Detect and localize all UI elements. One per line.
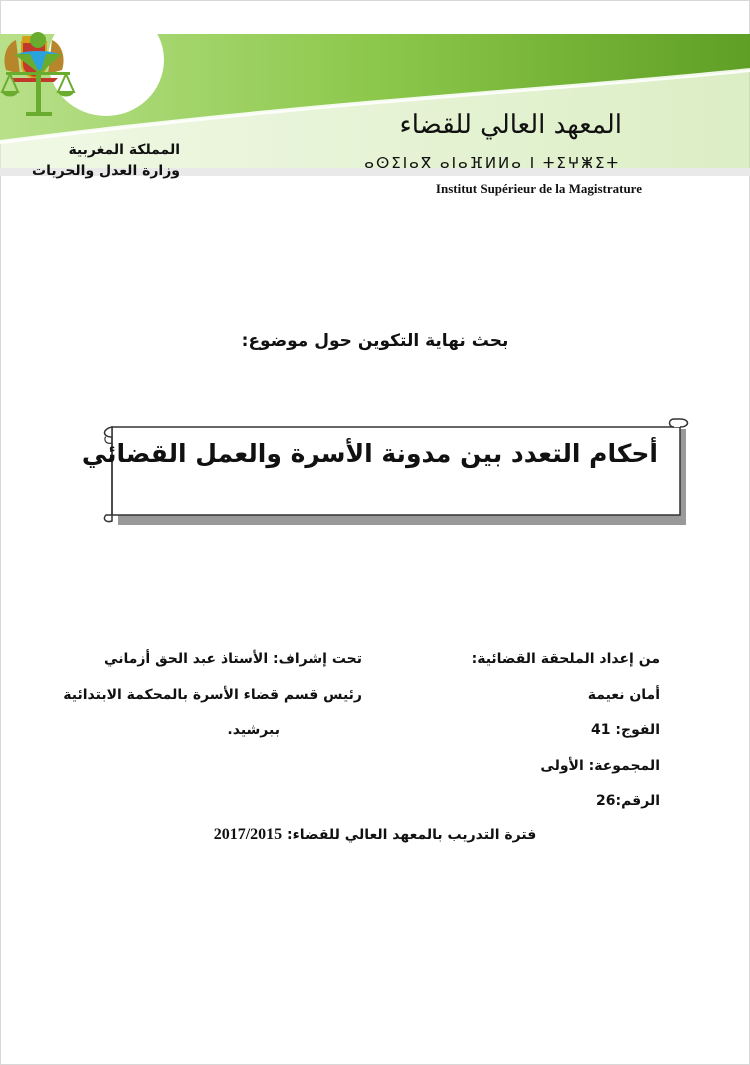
kingdom-name: المملكة المغربية: [68, 142, 180, 158]
training-period-label: فترة التدريب بالمعهد العالي للقضاء:: [287, 827, 537, 843]
supervisor-city: ببرشيد.: [227, 722, 280, 738]
topic-scroll-banner: [81, 417, 690, 527]
institute-name-tifinagh: ⴰⵙⵉⵏⴰⴳ ⴰⵏⴰⴼⵍⵍⴰ ⵏ ⵜⵉⵖⵥⵉⵜ: [364, 154, 620, 172]
institute-name-french: Institut Supérieur de la Magistrature: [435, 181, 642, 196]
training-period: [0, 826, 750, 844]
topic-title: أحكام التعدد بين مدونة الأسرة والعمل القضائي: [81, 439, 658, 468]
research-title: بحث نهاية التكوين حول موضوع:: [241, 331, 509, 351]
author-label: من إعداد الملحقة القضائية:: [471, 651, 660, 667]
ministry-name: وزارة العدل والحريات: [32, 163, 180, 179]
training-period-years: 2017/2015: [213, 826, 283, 843]
author-number: الرقم:26: [596, 793, 660, 809]
supervisor-title: رئيس قسم قضاء الأسرة بالمحكمة الابتدائية: [63, 687, 362, 703]
author-cohort: الفوج: 41: [591, 722, 660, 738]
scroll-shape: [81, 417, 690, 527]
author-group: المجموعة: الأولى: [540, 758, 660, 774]
header-banner: [0, 30, 750, 196]
kingdom-ministry-block: [32, 140, 180, 182]
author-name: أمان نعيمة: [587, 687, 660, 703]
supervisor-label: تحت إشراف: الأستاذ عبد الحق أزماني: [104, 651, 362, 667]
justice-scale-logo-icon: [0, 30, 80, 120]
institute-name-arabic: المعهد العالي للقضاء: [399, 110, 622, 140]
